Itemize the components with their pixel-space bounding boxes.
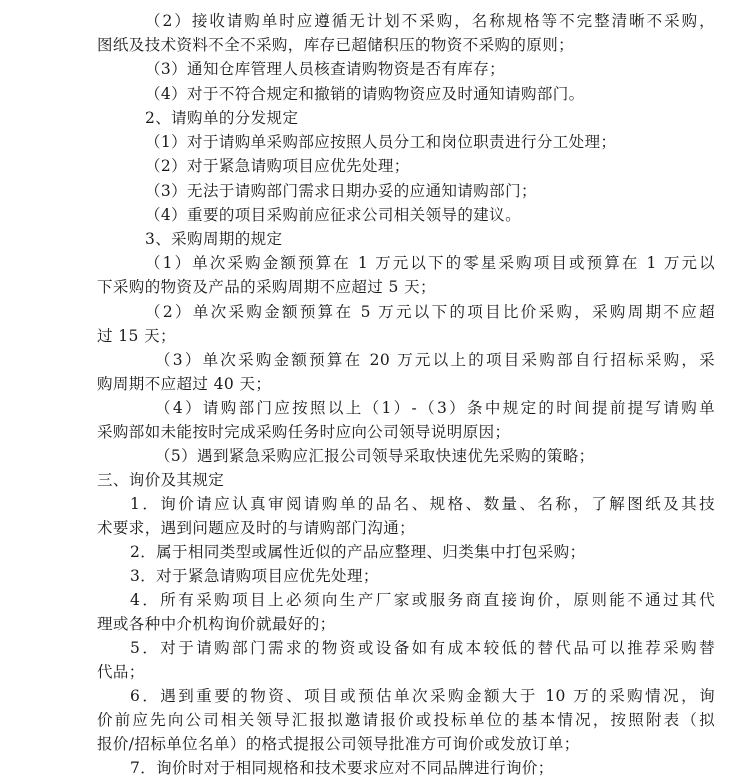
text-line: （2）对于紧急请购项目应优先处理； (145, 157, 410, 175)
text-line: （1）单次采购金额预算在 1 万元以下的零星采购项目或预算在 1 万元以 (145, 254, 715, 272)
text-line: 价前应先向公司相关领导汇报拟邀请报价或投标单位的基本情况，按照附表（拟 (97, 711, 715, 729)
text-line: 1．询价请应认真审阅请购单的品名、规格、数量、名称，了解图纸及其技 (130, 495, 715, 513)
text-line: 代品； (97, 663, 145, 681)
section-heading: 3、采购周期的规定 (145, 230, 283, 248)
text-line: 6．遇到重要的物资、项目或预估单次采购金额大于 10 万的采购情况，询 (130, 687, 715, 705)
text-line: （2）单次采购金额预算在 5 万元以下的项目比价采购，采购周期不应超 (145, 303, 715, 321)
text-line: 购周期不应超过 40 天； (97, 375, 272, 393)
text-line: 4．所有采购项目上必须向生产厂家或服务商直接询价，原则能不通过其代 (130, 591, 715, 609)
text-line: 图纸及技术资料不全不采购，库存已超储积压的物资不采购的原则； (97, 36, 575, 54)
text-line: （4）对于不符合规定和撤销的请购物资应及时通知请购部门。 (145, 85, 585, 103)
text-line: 2．属于相同类型或属性近似的产品应整理、归类集中打包采购； (130, 543, 586, 561)
text-line: 报价/招标单位名单）的格式提报公司领导批准方可询价或发放订单； (97, 735, 580, 753)
text-line: 5．对于请购部门需求的物资或设备如有成本较低的替代品可以推荐采购替 (130, 639, 715, 657)
text-line: 采购部如未能按时完成采购任务时应向公司领导说明原因； (97, 423, 511, 441)
text-line: （3）单次采购金额预算在 20 万元以上的项目采购部自行招标采购，采 (155, 351, 715, 369)
text-line: 理或各种中介机构询价就最好的； (97, 615, 336, 633)
text-line: （3）无法于请购部门需求日期办妥的应通知请购部门； (145, 182, 537, 200)
section-heading: 三、询价及其规定 (97, 471, 225, 489)
text-line: （4）重要的项目采购前应征求公司相关领导的建议。 (145, 206, 521, 224)
text-line: 下采购的物资及产品的采购周期不应超过 5 天； (97, 278, 436, 296)
text-line: （1）对于请购单采购部应按照人员分工和岗位职责进行分工处理； (145, 133, 617, 151)
text-line: 3．对于紧急请购项目应优先处理； (130, 567, 379, 585)
text-line: （4）请购部门应按照以上（1）-（3）条中规定的时间提前提写请购单 (155, 399, 715, 417)
text-line: （3）通知仓库管理人员核查请购物资是否有库存； (145, 60, 506, 78)
section-heading: 2、请购单的分发规定 (145, 109, 299, 127)
text-line: 过 15 天； (97, 327, 176, 345)
text-line: （5）遇到紧急采购应汇报公司领导采取快速优先采购的策略； (155, 447, 595, 465)
text-line: （2）接收请购单时应遵循无计划不采购，名称规格等不完整清晰不采购， (145, 12, 715, 30)
text-line: 术要求，遇到问题应及时的与请购部门沟通； (97, 519, 416, 537)
text-line: 7．询价时对于相同规格和技术要求应对不同品牌进行询价； (130, 759, 554, 777)
